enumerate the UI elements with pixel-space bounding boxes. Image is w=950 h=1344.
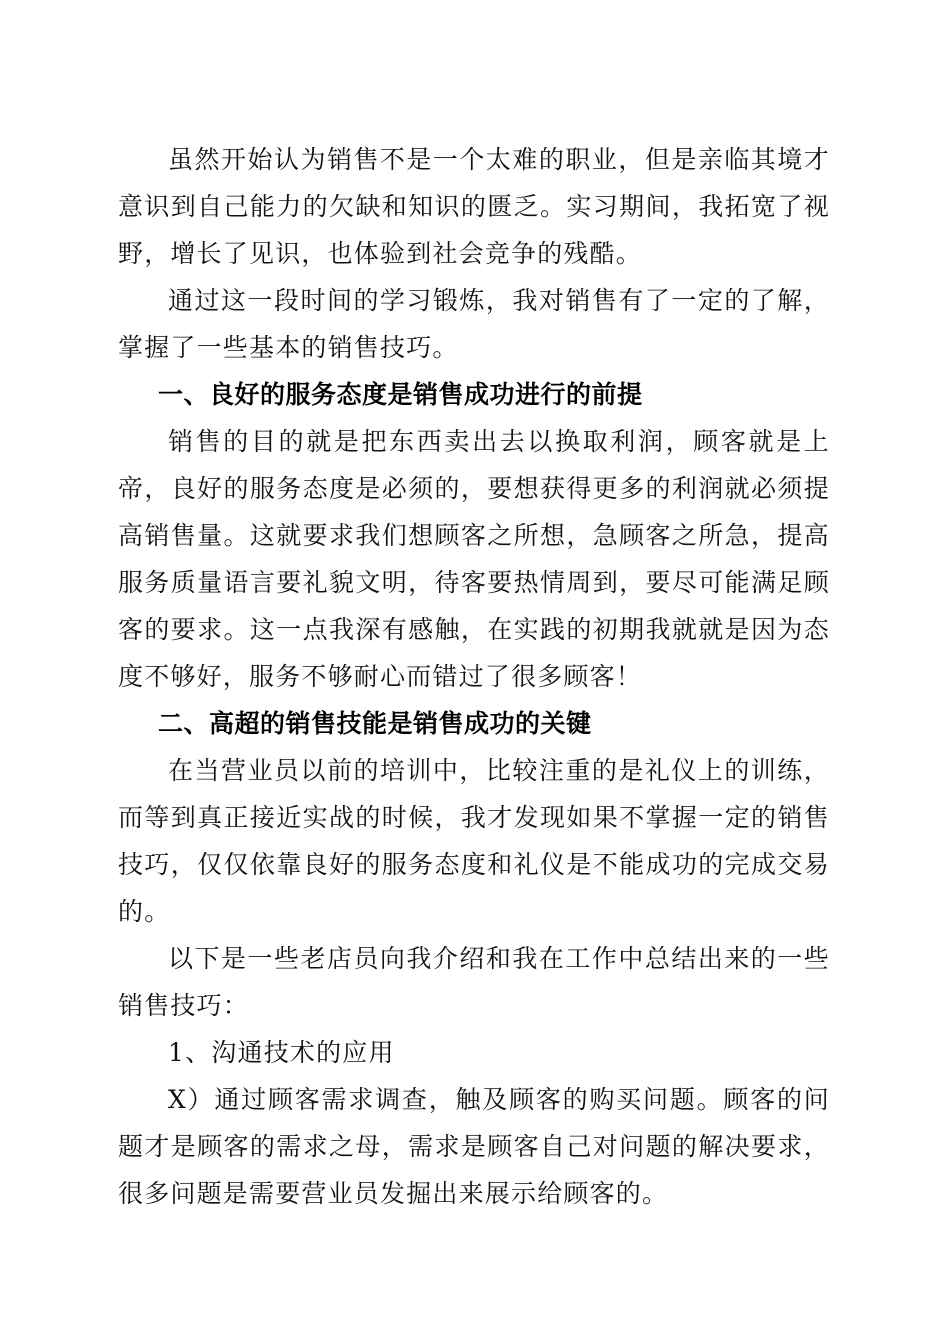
paragraph-intro: 虽然开始认为销售不是一个太难的职业，但是亲临其境才意识到自己能力的欠缺和知识的匮乏。实习期间，我拓宽了视野，增长了见识，也体验到社会竞争的残酷。 (118, 145, 830, 268)
section-heading-service-attitude: 一、良好的服务态度是销售成功进行的前提 (158, 380, 643, 409)
paragraph-service-attitude: 销售的目的就是把东西卖出去以换取利润，顾客就是上帝，良好的服务态度是必须的，要想获得更多的利润就必须提高销售量。这就要求我们想顾客之所想，急顾客之所急，提高服务质量语言要礼貌文明，待客要热情周到，要尽可能满足顾客的要求。这一点我深有感触，在实践的初期我就就是因为态度不够好，服务不够耐心而错过了很多顾客！ (118, 427, 830, 691)
list-item-communication: 1、沟通技术的应用 (168, 1038, 395, 1067)
paragraph-learning: 通过这一段时间的学习锻炼，我对销售有了一定的了解，掌握了一些基本的销售技巧。 (118, 286, 830, 362)
paragraph-training: 在当营业员以前的培训中，比较注重的是礼仪上的训练，而等到真正接近实战的时候，我才发现如果不掌握一定的销售技巧，仅仅依靠良好的服务态度和礼仪是不能成功的完成交易的。 (118, 756, 830, 926)
section-heading-sales-skills: 二、高超的销售技能是销售成功的关键 (158, 709, 592, 738)
paragraph-customer-needs: X）通过顾客需求调查，触及顾客的购买问题。顾客的问题才是顾客的需求之母，需求是顾客自己对问题的解决要求，很多问题是需要营业员发掘出来展示给顾客的。 (118, 1085, 830, 1208)
document-body (118, 136, 830, 1217)
paragraph-tips-intro: 以下是一些老店员向我介绍和我在工作中总结出来的一些销售技巧： (118, 944, 830, 1020)
